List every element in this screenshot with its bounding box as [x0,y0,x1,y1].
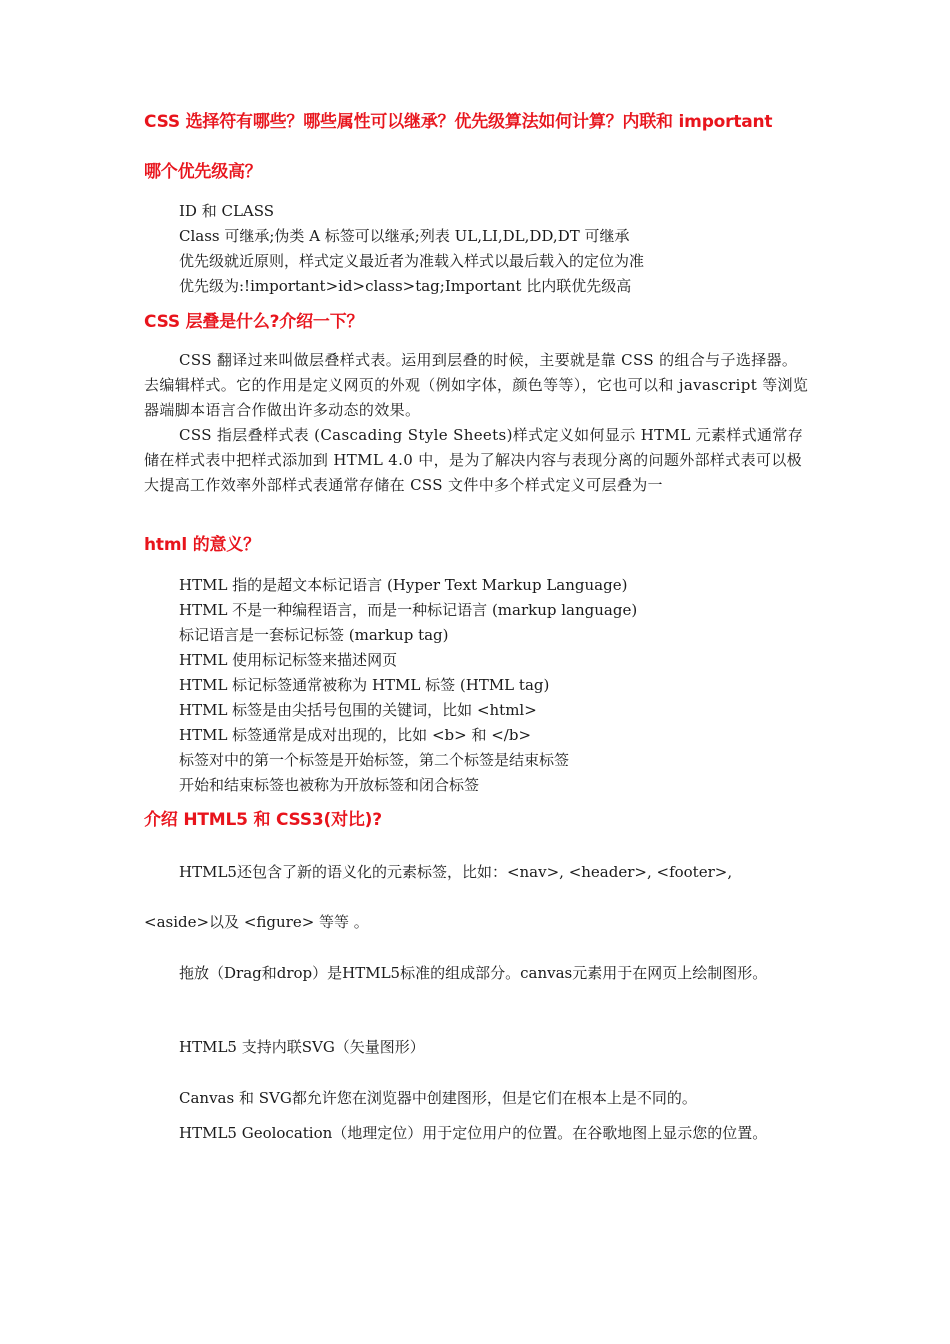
paragraph: CSS 指层叠样式表 (Cascading Style Sheets)样式定义如何显示 HTML 元素样式通常存储在样式表中把样式添加到 HTML 4.0 中，是为了解决内容与表现分离的问题外部样式表可以极大提高工作效率外部样式表通常存储在 CSS 文件中多个样式定义可层叠为一 [144,426,804,494]
heading-line-1: CSS 选择符有哪些？哪些属性可以继承？优先级算法如何计算？内联和 important [144,112,773,132]
text-line: 优先级为:!important>id>class>tag;Important 比内联优先级高 [179,277,632,295]
cascade-paragraphs [144,348,809,498]
text-line: 开始和结束标签也被称为开放标签和闭合标签 [179,776,480,794]
selectors-lines [144,199,809,299]
section-heading-html-meaning: html 的意义？ [144,535,260,555]
text-line: HTML 标签通常是成对出现的，比如 <b> 和 </b> [179,726,532,744]
section-heading-selectors [144,110,809,135]
paragraph: 拖放（Drag和drop）是HTML5标准的组成部分。canvas元素用于在网页上绘制图形。 [179,964,768,982]
text-line: HTML 使用标记标签来描述网页 [179,651,398,669]
text-line: HTML 标记标签通常被称为 HTML 标签 (HTML tag) [179,676,550,694]
text-line: Class 可继承;伪类 A 标签可以继承;列表 UL,LI,DL,DD,DT 可继承 [179,227,630,245]
paragraph: CSS 翻译过来叫做层叠样式表。运用到层叠的时候，主要就是靠 CSS 的组合与子选择器。去编辑样式。它的作用是定义网页的外观（例如字体，颜色等等），它也可以和 javascript 等浏览器端脚本语言合作做出许多动态的效果。 [144,351,809,419]
text-line: 标签对中的第一个标签是开始标签，第二个标签是结束标签 [179,751,570,769]
heading-line-2: 哪个优先级高？ [144,162,262,182]
section-heading-selectors-cont [144,160,809,185]
text-line: ID 和 CLASS [179,202,275,220]
paragraph: HTML5 Geolocation（地理定位）用于定位用户的位置。在谷歌地图上显示您的位置。 [179,1124,768,1142]
text-line: 优先级就近原则，样式定义最近者为准载入样式以最后载入的定位为准 [179,252,645,270]
text-line: HTML 不是一种编程语言，而是一种标记语言 (markup language) [179,601,638,619]
paragraph: Canvas 和 SVG都允许您在浏览器中创建图形，但是它们在根本上是不同的。 [179,1089,697,1107]
text-line: 标记语言是一套标记标签 (markup tag) [179,626,449,644]
text-line: HTML 标签是由尖括号包围的关键词，比如 <html> [179,701,537,719]
section-heading-cascade: CSS 层叠是什么?介绍一下？ [144,312,364,332]
text-line: HTML 指的是超文本标记语言 (Hyper Text Markup Language) [179,576,628,594]
html-meaning-lines [144,573,809,798]
paragraph-line: HTML5还包含了新的语义化的元素标签，比如：<nav>, <header>, <footer>, [179,863,733,881]
paragraph: HTML5 支持内联SVG（矢量图形） [179,1038,425,1056]
paragraph-line: <aside>以及 <figure> 等等 。 [144,913,369,931]
section-heading-html5-css3: 介绍 HTML5 和 CSS3(对比)? [144,810,382,830]
